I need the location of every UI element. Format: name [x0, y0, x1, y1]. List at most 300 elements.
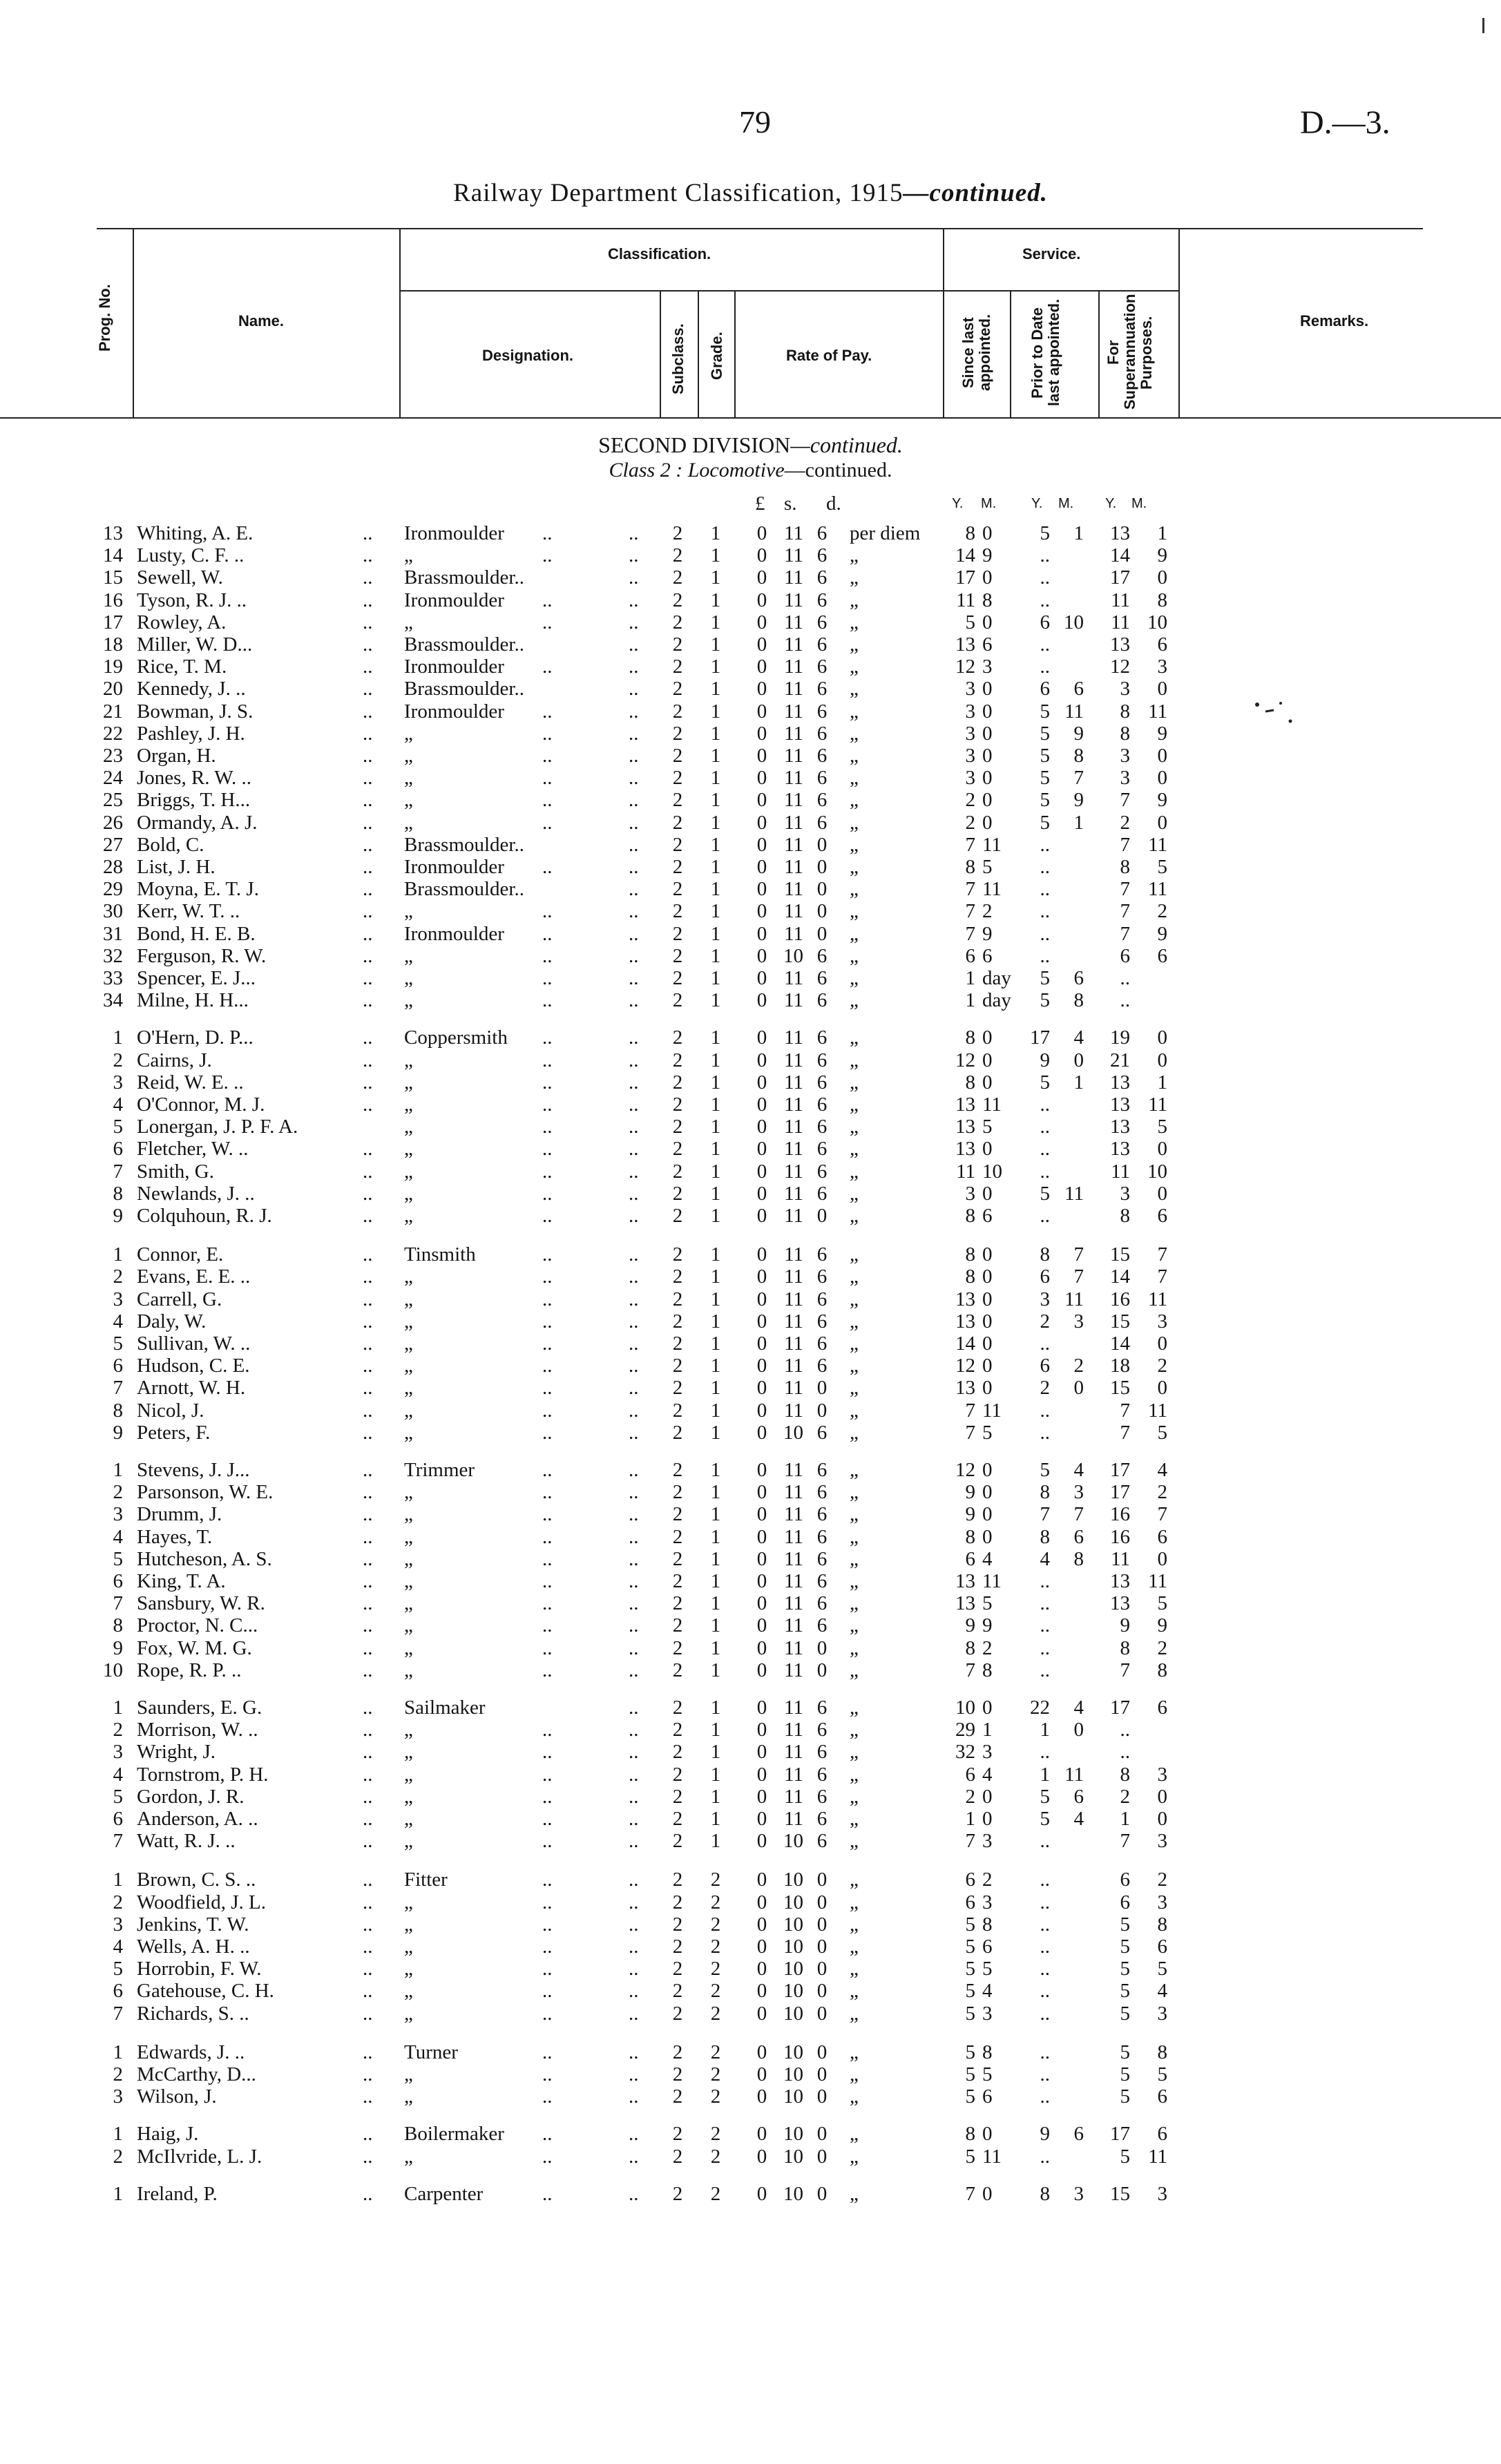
- cell-m1: 2: [982, 900, 993, 923]
- cell-m1: 5: [982, 1958, 993, 1980]
- cell-name: Peters, F.: [137, 1421, 211, 1444]
- cell-pd: ..: [629, 1355, 639, 1377]
- cell-nd: ..: [363, 1421, 373, 1444]
- cell-gr: 1: [710, 722, 721, 745]
- cell-per: „: [850, 1243, 859, 1266]
- corner-mark: [1482, 18, 1484, 33]
- cell-dd: ..: [542, 1243, 553, 1266]
- cell-m1: 8: [982, 1913, 993, 1936]
- cell-dd: ..: [542, 1719, 553, 1741]
- cell-y3: 8: [1120, 856, 1130, 878]
- cell-d: 0: [816, 900, 828, 923]
- cell-name: Bowman, J. S.: [137, 700, 254, 723]
- table-row: [0, 1659, 1501, 1681]
- header-superannuation: For Superannuation Purposes.: [1105, 294, 1155, 410]
- cell-d: 0: [816, 1205, 828, 1227]
- cell-m3: 1: [1157, 522, 1167, 544]
- cell-des: „: [404, 1503, 413, 1526]
- cell-no: 24: [103, 767, 123, 790]
- cell-l: 0: [756, 1830, 767, 1853]
- cell-name: Horrobin, F. W.: [137, 1958, 262, 1980]
- cell-m1: 0: [982, 789, 993, 812]
- table-row: [0, 989, 1501, 1011]
- cell-y3: 3: [1120, 1182, 1130, 1205]
- cell-d: 0: [816, 1936, 828, 1958]
- cell-gr: 1: [710, 656, 721, 678]
- cell-sub: 2: [672, 1399, 683, 1422]
- cell-no: 3: [113, 2085, 123, 2108]
- cell-s: 11: [784, 1071, 803, 1093]
- cell-dd: ..: [542, 2041, 553, 2063]
- cell-pd: ..: [629, 856, 639, 878]
- cell-no: 13: [103, 522, 123, 544]
- cell-sub: 2: [672, 1333, 683, 1355]
- cell-no: 6: [113, 1570, 123, 1592]
- cell-y3: 5: [1120, 2145, 1130, 2168]
- cell-pd: ..: [629, 2041, 639, 2063]
- cell-no: 34: [103, 989, 123, 1012]
- table-row: [0, 1891, 1501, 1913]
- cell-name: Colquhoun, R. J.: [137, 1205, 272, 1227]
- cell-des: „: [404, 1763, 413, 1786]
- cell-y3: 7: [1120, 1421, 1130, 1444]
- cell-m2: 6: [1073, 1525, 1084, 1548]
- cell-y3: 5: [1120, 2002, 1130, 2025]
- cell-dd: ..: [542, 989, 553, 1012]
- cell-gr: 2: [710, 1869, 721, 1891]
- cell-m1: 0: [982, 811, 993, 834]
- cell-y3: 13: [1110, 1116, 1130, 1138]
- cell-dd: ..: [542, 522, 553, 544]
- cell-no: 5: [113, 1333, 123, 1355]
- cell-m3: 11: [1148, 1399, 1167, 1422]
- cell-y1: 13: [955, 1116, 975, 1138]
- cell-dd: ..: [542, 1459, 553, 1481]
- cell-pd: ..: [629, 2085, 639, 2108]
- cell-y3: 2: [1120, 811, 1130, 834]
- cell-m3: 0: [1157, 1377, 1167, 1400]
- cell-m1: 8: [982, 2041, 993, 2063]
- cell-sub: 2: [672, 1049, 683, 1071]
- cell-y3: 13: [1110, 1071, 1130, 1093]
- cell-pd: ..: [629, 922, 639, 945]
- cell-no: 17: [103, 611, 123, 633]
- cell-m3: 3: [1157, 1310, 1167, 1333]
- cell-no: 5: [113, 1958, 123, 1980]
- cell-d: 6: [816, 1355, 828, 1377]
- cell-des: „: [404, 1741, 413, 1764]
- cell-sub: 2: [672, 1830, 683, 1853]
- cell-sub: 2: [672, 589, 683, 611]
- cell-m3: 11: [1148, 1288, 1167, 1310]
- table-row: [0, 900, 1501, 922]
- cell-m3: 6: [1157, 2085, 1167, 2108]
- cell-gr: 1: [710, 611, 721, 633]
- page-title-suffix: —continued.: [903, 179, 1048, 207]
- cell-gr: 2: [710, 2041, 721, 2063]
- cell-m1: 5: [982, 1116, 993, 1138]
- cell-des: „: [404, 611, 413, 633]
- cell-l: 0: [756, 1459, 767, 1481]
- cell-name: Bold, C.: [137, 833, 204, 856]
- cell-dd: ..: [542, 811, 553, 834]
- cell-no: 9: [113, 1205, 123, 1227]
- cell-s: 11: [784, 678, 803, 700]
- cell-d: 6: [816, 1266, 828, 1288]
- cell-des: Carpenter: [404, 2182, 484, 2205]
- cell-pd: ..: [629, 1869, 639, 1891]
- cell-m3: 2: [1157, 1869, 1167, 1891]
- cell-gr: 1: [710, 1049, 721, 1071]
- cell-sub: 2: [672, 1525, 683, 1548]
- cell-s: 10: [783, 1891, 803, 1913]
- cell-m3: 0: [1157, 811, 1167, 834]
- cell-y1: 8: [965, 2123, 975, 2146]
- cell-nd: ..: [363, 1481, 373, 1504]
- cell-no: 2: [113, 1266, 123, 1288]
- cell-gr: 2: [710, 1936, 721, 1958]
- table-row: [0, 589, 1501, 611]
- cell-m1: 9: [982, 544, 993, 567]
- cell-m3: 2: [1157, 1636, 1167, 1659]
- cell-per: „: [850, 2123, 859, 2146]
- cell-gr: 1: [710, 900, 721, 923]
- cell-per: „: [850, 1719, 859, 1741]
- cell-name: Haig, J.: [137, 2123, 199, 2146]
- cell-y3: 12: [1110, 656, 1130, 678]
- cell-no: 29: [103, 878, 123, 901]
- cell-pd: ..: [629, 1659, 639, 1681]
- cell-no: 32: [103, 944, 123, 967]
- cell-m3: 10: [1147, 1160, 1167, 1183]
- cell-m3: 11: [1148, 878, 1167, 901]
- cell-y1: 5: [965, 1958, 975, 1980]
- cell-pd: ..: [629, 1980, 639, 2003]
- cell-dd: ..: [542, 1570, 553, 1592]
- cell-d: 6: [816, 522, 828, 544]
- cell-y2: 3: [1040, 1288, 1050, 1310]
- cell-m3: 3: [1157, 656, 1167, 678]
- cell-gr: 1: [710, 1116, 721, 1138]
- cell-gr: 1: [710, 1310, 721, 1333]
- cell-name: Reid, W. E. ..: [137, 1071, 244, 1093]
- cell-sub: 2: [672, 611, 683, 633]
- cell-m1: 3: [982, 2002, 993, 2025]
- cell-gr: 2: [710, 1958, 721, 1980]
- cell-m1: 0: [982, 522, 993, 544]
- cell-no: 1: [113, 1697, 123, 1719]
- cell-m1: 0: [982, 1310, 993, 1333]
- cell-y3: 14: [1110, 1266, 1130, 1288]
- cell-pd: ..: [629, 1830, 639, 1853]
- cell-d: 0: [816, 1980, 828, 2003]
- cell-des: „: [404, 967, 413, 989]
- cell-gr: 2: [710, 2182, 721, 2205]
- cell-des: „: [404, 1160, 413, 1183]
- cell-y3: 16: [1110, 1503, 1130, 1526]
- cell-pd: ..: [629, 700, 639, 723]
- cell-pd: ..: [629, 745, 639, 767]
- cell-s: 11: [784, 1592, 803, 1615]
- cell-no: 2: [113, 1719, 123, 1741]
- cell-per: „: [850, 1355, 859, 1377]
- cell-d: 6: [816, 589, 828, 611]
- cell-m3: 5: [1157, 1116, 1167, 1138]
- cell-m3: 11: [1148, 833, 1167, 856]
- cell-no: 8: [113, 1614, 123, 1637]
- cell-y1: 5: [965, 611, 975, 633]
- cell-des: Brassmoulder..: [404, 678, 524, 700]
- cell-y2: ..: [1040, 1138, 1050, 1161]
- cell-gr: 2: [710, 2002, 721, 2025]
- cell-dd: ..: [542, 1503, 553, 1526]
- cell-l: 0: [756, 611, 767, 633]
- cell-y3: 13: [1110, 1138, 1130, 1161]
- cell-y2: ..: [1040, 2063, 1050, 2085]
- cell-nd: ..: [363, 1459, 373, 1481]
- cell-nd: ..: [363, 1592, 373, 1615]
- cell-pd: ..: [629, 767, 639, 790]
- cell-sub: 2: [672, 2145, 683, 2168]
- cell-des: „: [404, 1659, 413, 1681]
- cell-dd: ..: [542, 589, 553, 611]
- cell-name: Gatehouse, C. H.: [137, 1980, 274, 2003]
- table-row: [0, 789, 1501, 811]
- cell-name: Tornstrom, P. H.: [137, 1763, 269, 1786]
- cell-des: „: [404, 1182, 413, 1205]
- cell-name: Saunders, E. G.: [137, 1697, 262, 1719]
- cell-name: Ireland, P.: [137, 2182, 218, 2205]
- cell-per: „: [850, 1071, 859, 1093]
- cell-l: 0: [756, 1071, 767, 1093]
- cell-des: „: [404, 1481, 413, 1504]
- header-prior-to-date: Prior to Date last appointed.: [1029, 298, 1062, 407]
- cell-per: „: [850, 1049, 859, 1071]
- cell-pd: ..: [629, 833, 639, 856]
- cell-y3: 14: [1110, 544, 1130, 567]
- cell-dd: ..: [542, 1525, 553, 1548]
- cell-y3: 8: [1120, 1205, 1130, 1227]
- cell-gr: 1: [710, 589, 721, 611]
- cell-nd: ..: [363, 767, 373, 790]
- cell-per: „: [850, 1459, 859, 1481]
- cell-sub: 2: [672, 967, 683, 989]
- cell-y2: 5: [1040, 1808, 1050, 1830]
- cell-name: Cairns, J.: [137, 1049, 212, 1071]
- cell-gr: 1: [710, 789, 721, 812]
- cell-y1: 12: [955, 1459, 975, 1481]
- cell-nd: ..: [363, 1310, 373, 1333]
- cell-m1: 0: [982, 1525, 993, 1548]
- cell-y1: 5: [965, 1980, 975, 2003]
- cell-y3: 13: [1110, 633, 1130, 656]
- cell-des: Brassmoulder..: [404, 878, 524, 901]
- cell-des: „: [404, 1116, 413, 1138]
- cell-dd: ..: [542, 1421, 553, 1444]
- cell-dd: ..: [542, 2085, 553, 2108]
- cell-dd: ..: [542, 1377, 553, 1400]
- cell-gr: 1: [710, 1503, 721, 1526]
- cell-y3: 8: [1120, 700, 1130, 723]
- cell-y3: 17: [1110, 2123, 1130, 2146]
- cell-m3: 11: [1148, 2145, 1167, 2168]
- cell-sub: 2: [672, 633, 683, 656]
- cell-y3: 11: [1111, 1160, 1130, 1183]
- cell-gr: 2: [710, 2145, 721, 2168]
- cell-m2: 11: [1064, 1182, 1084, 1205]
- cell-y3: 5: [1120, 2085, 1130, 2108]
- cell-no: 8: [113, 1182, 123, 1205]
- cell-per: „: [850, 900, 859, 923]
- cell-dd: ..: [542, 2182, 553, 2205]
- cell-gr: 1: [710, 1525, 721, 1548]
- cell-dd: ..: [542, 944, 553, 967]
- cell-l: 0: [756, 1570, 767, 1592]
- cell-sub: 2: [672, 1614, 683, 1637]
- cell-y2: 6: [1040, 1266, 1050, 1288]
- cell-m2: 4: [1073, 1026, 1084, 1049]
- cell-des: „: [404, 989, 413, 1012]
- cell-m1: 11: [982, 833, 1002, 856]
- cell-y1: 7: [965, 1659, 975, 1681]
- cell-dd: ..: [542, 1592, 553, 1615]
- cell-pd: ..: [629, 1763, 639, 1786]
- cell-no: 18: [103, 633, 123, 656]
- cell-pd: ..: [629, 656, 639, 678]
- table-row: [0, 1913, 1501, 1936]
- cell-sub: 2: [672, 1071, 683, 1093]
- unit-pence: d.: [826, 493, 841, 515]
- cell-pd: ..: [629, 1266, 639, 1288]
- table-row: [0, 1183, 1501, 1205]
- cell-pd: ..: [629, 1138, 639, 1161]
- cell-nd: ..: [363, 1266, 373, 1288]
- cell-l: 0: [756, 1636, 767, 1659]
- cell-m3: 3: [1157, 2182, 1167, 2205]
- cell-m2: 3: [1073, 1481, 1084, 1504]
- cell-y3: 11: [1111, 1547, 1130, 1570]
- cell-s: 11: [784, 722, 803, 745]
- cell-nd: ..: [363, 922, 373, 945]
- cell-gr: 1: [710, 1659, 721, 1681]
- cell-l: 0: [756, 1741, 767, 1764]
- cell-d: 6: [816, 1093, 828, 1116]
- cell-nd: ..: [363, 589, 373, 611]
- cell-m3: 6: [1157, 2123, 1167, 2146]
- class-title: [0, 459, 1501, 482]
- cell-pd: ..: [629, 1913, 639, 1936]
- cell-d: 6: [816, 1182, 828, 1205]
- cell-l: 0: [756, 722, 767, 745]
- cell-m3: 8: [1157, 1913, 1167, 1936]
- cell-y3: 19: [1110, 1026, 1130, 1049]
- cell-l: 0: [756, 1659, 767, 1681]
- cell-nd: ..: [363, 811, 373, 834]
- cell-per: „: [850, 611, 859, 633]
- cell-l: 0: [756, 2085, 767, 2108]
- cell-no: 8: [113, 1399, 123, 1422]
- cell-nd: ..: [363, 1785, 373, 1808]
- cell-gr: 1: [710, 1808, 721, 1830]
- cell-name: O'Connor, M. J.: [137, 1093, 265, 1116]
- cell-dd: ..: [542, 700, 553, 723]
- cell-gr: 1: [710, 944, 721, 967]
- cell-gr: 1: [710, 1636, 721, 1659]
- cell-nd: ..: [363, 522, 373, 544]
- cell-dd: ..: [542, 1636, 553, 1659]
- table-row: [0, 1697, 1501, 1719]
- cell-l: 0: [756, 1614, 767, 1637]
- cell-m1: 5: [982, 2063, 993, 2085]
- cell-s: 11: [784, 1399, 803, 1422]
- cell-y2: 7: [1040, 1503, 1050, 1526]
- cell-y3: 9: [1120, 1614, 1130, 1637]
- cell-name: Morrison, W. ..: [137, 1719, 258, 1741]
- cell-nd: ..: [363, 2002, 373, 2025]
- table-row: [0, 945, 1501, 967]
- cell-name: Wright, J.: [137, 1741, 216, 1764]
- cell-pd: ..: [629, 1310, 639, 1333]
- cell-sub: 2: [672, 522, 683, 544]
- table-row: [0, 856, 1501, 878]
- table-row: [0, 1026, 1501, 1049]
- cell-s: 11: [784, 1377, 803, 1400]
- unit-months: M.: [1131, 496, 1147, 511]
- cell-y1: 5: [965, 2085, 975, 2108]
- cell-sub: 2: [672, 1936, 683, 1958]
- table-row: [0, 633, 1501, 656]
- cell-m1: 0: [982, 1266, 993, 1288]
- cell-nd: ..: [363, 1570, 373, 1592]
- cell-sub: 2: [672, 1570, 683, 1592]
- cell-no: 30: [103, 900, 123, 923]
- cell-sub: 2: [672, 2063, 683, 2085]
- cell-nd: ..: [363, 900, 373, 923]
- cell-l: 0: [756, 1936, 767, 1958]
- header-divider: [1098, 290, 1100, 417]
- cell-des: „: [404, 767, 413, 790]
- table-row: [0, 967, 1501, 989]
- cell-name: Parsonson, W. E.: [137, 1481, 274, 1504]
- cell-m2: 8: [1073, 989, 1084, 1012]
- cell-y1: 3: [965, 700, 975, 723]
- cell-m1: day: [982, 989, 1011, 1012]
- cell-des: „: [404, 1913, 413, 1936]
- cell-l: 0: [756, 967, 767, 989]
- cell-per: „: [850, 833, 859, 856]
- cell-name: McIlvride, L. J.: [137, 2145, 262, 2168]
- cell-dd: ..: [542, 2002, 553, 2025]
- header-remarks: Remarks.: [1300, 312, 1369, 330]
- cell-des: „: [404, 1636, 413, 1659]
- cell-gr: 1: [710, 1785, 721, 1808]
- cell-m1: 0: [982, 2123, 993, 2146]
- cell-d: 6: [816, 1592, 828, 1615]
- cell-per: „: [850, 1785, 859, 1808]
- cell-y2: 5: [1040, 989, 1050, 1012]
- cell-d: 6: [816, 1160, 828, 1183]
- cell-y3: 11: [1111, 611, 1130, 633]
- cell-y2: ..: [1040, 1093, 1050, 1116]
- table-row: [0, 1310, 1501, 1333]
- cell-no: 21: [103, 700, 123, 723]
- cell-y2: ..: [1040, 922, 1050, 945]
- cell-y2: ..: [1040, 833, 1050, 856]
- cell-m1: 0: [982, 566, 993, 589]
- cell-per: „: [850, 1333, 859, 1355]
- cell-des: „: [404, 1614, 413, 1637]
- table-row: [0, 1161, 1501, 1183]
